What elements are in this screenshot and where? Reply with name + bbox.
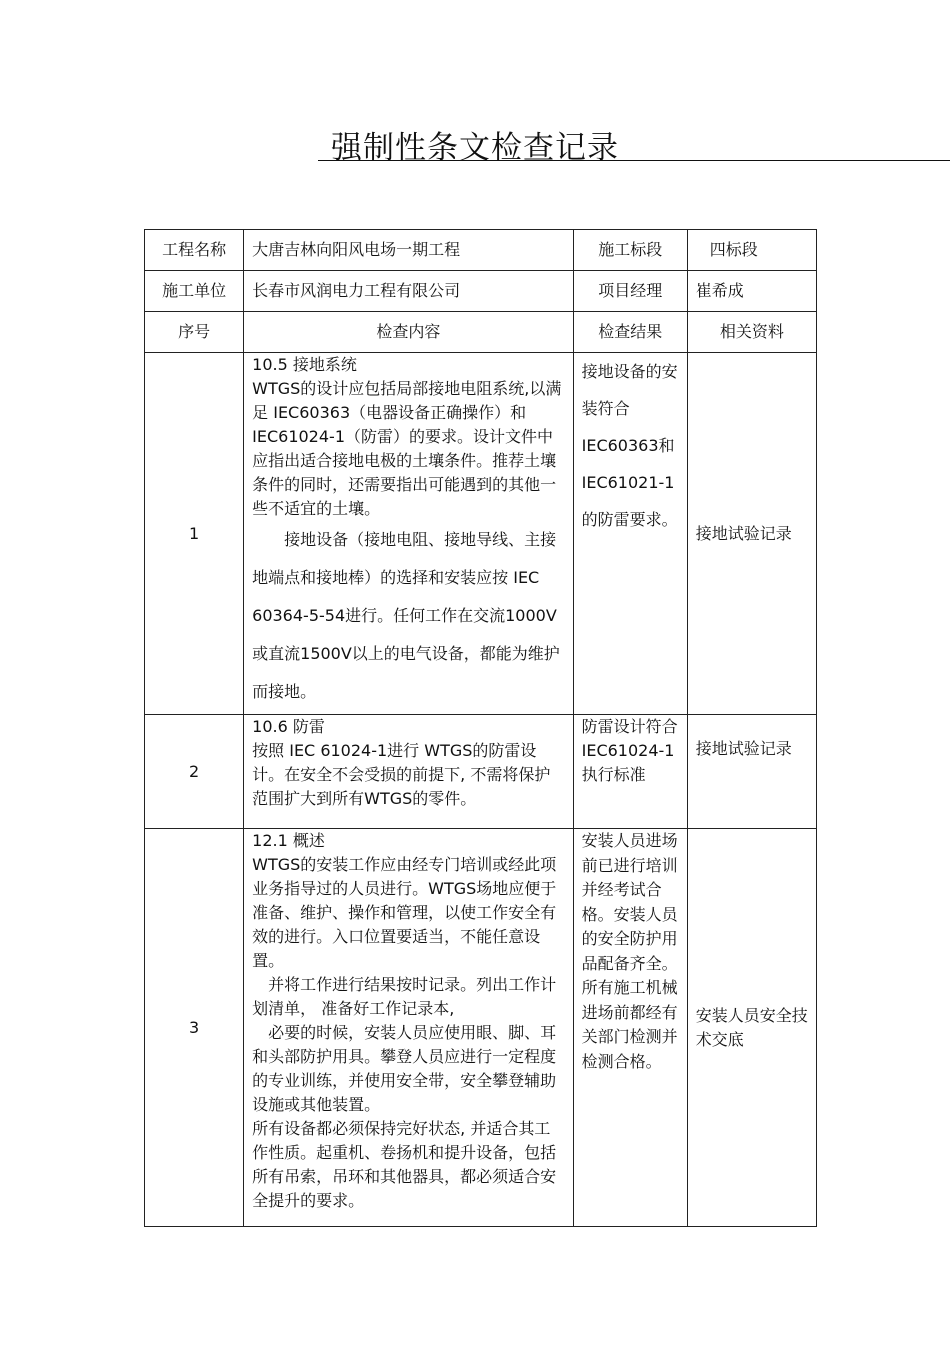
title-text: 强制性条文检查记录 bbox=[331, 130, 619, 166]
header-content: 检查内容 bbox=[376, 322, 441, 341]
content-heading: 10.6 防雷 bbox=[252, 717, 325, 736]
row-number: 1 bbox=[188, 523, 200, 543]
section-value: 四标段 bbox=[709, 240, 758, 259]
related-docs: 安装人员安全技术交底 bbox=[695, 1005, 808, 1049]
related-docs: 接地试验记录 bbox=[695, 739, 792, 758]
project-info-row bbox=[145, 230, 817, 271]
table-row bbox=[145, 353, 817, 715]
project-name-value: 大唐吉林向阳风电场一期工程 bbox=[252, 240, 461, 259]
manager-label: 项目经理 bbox=[598, 281, 663, 300]
section-label: 施工标段 bbox=[598, 240, 663, 259]
table-row bbox=[145, 829, 817, 1227]
unit-label: 施工单位 bbox=[162, 281, 227, 300]
content-paragraph: 按照 IEC 61024-1进行 WTGS的防雷设计。在安全不会受损的前提下, 不需将保护范围扩大到所有WTGS的零件。 bbox=[252, 741, 551, 808]
content-paragraph: WTGS的安装工作应由经专门培训或经此项业务指导过的人员进行。WTGS场地应便于准备、维护、操作和管理，以使工作安全有效的进行。入口位置要适当，不能任意设置。 bbox=[252, 855, 557, 970]
table-row bbox=[145, 715, 817, 829]
column-header-row bbox=[145, 312, 817, 353]
related-docs: 接地试验记录 bbox=[695, 524, 792, 543]
row-number: 2 bbox=[188, 761, 200, 781]
title-underline bbox=[318, 160, 950, 161]
check-result: 防雷设计符合IEC61024-1执行标准 bbox=[581, 717, 678, 784]
content-paragraph: 并将工作进行结果按时记录。列出工作计划清单， 准备好工作记录本, bbox=[252, 975, 557, 1018]
content-heading: 10.5 接地系统 bbox=[252, 355, 357, 374]
unit-value: 长春市风润电力工程有限公司 bbox=[252, 281, 461, 300]
content-paragraph: 所有设备都必须保持完好状态, 并适合其工作性质。起重机、卷扬机和提升设备，包括所有吊索，吊环和其他器具，都必须适合安全提升的要求。 bbox=[252, 1119, 557, 1210]
inspection-record-table bbox=[144, 229, 817, 1227]
check-result: 安装人员进场前已进行培训并经考试合格。安装人员的安全防护用品配备齐全。所有施工机械进场前都经有关部门检测并检测合格。 bbox=[581, 831, 678, 1071]
header-no: 序号 bbox=[178, 322, 211, 341]
unit-info-row bbox=[145, 271, 817, 312]
content-paragraph: WTGS的设计应包括局部接地电阻系统,以满足 IEC60363（电器设备正确操作）和 IEC61024-1（防雷）的要求。设计文件中应指出适合接地电极的土壤条件。推荐土壤条件的同时，还需要指出可能遇到的其他一些不适宜的土壤。 bbox=[252, 379, 562, 518]
manager-value: 崔希成 bbox=[695, 281, 744, 300]
header-docs: 相关资料 bbox=[719, 322, 784, 341]
content-paragraph: 接地设备（接地电阻、接地导线、主接地端点和接地棒）的选择和安装应按 IEC 60364-5-54进行。任何工作在交流1000V或直流1500V以上的电气设备，都能为维护而接地。 bbox=[252, 530, 560, 701]
row-number: 3 bbox=[188, 1017, 200, 1037]
content-paragraph: 必要的时候，安装人员应使用眼、脚、耳和头部防护用具。攀登人员应进行一定程度的专业训练，并使用安全带，安全攀登辅助设施或其他装置。 bbox=[252, 1023, 557, 1114]
header-result: 检查结果 bbox=[598, 322, 663, 341]
document-title bbox=[0, 122, 950, 167]
content-heading: 12.1 概述 bbox=[252, 831, 325, 850]
project-name-label: 工程名称 bbox=[162, 240, 227, 259]
check-result: 接地设备的安装符合IEC60363和IEC61021-1的防雷要求。 bbox=[581, 362, 678, 529]
